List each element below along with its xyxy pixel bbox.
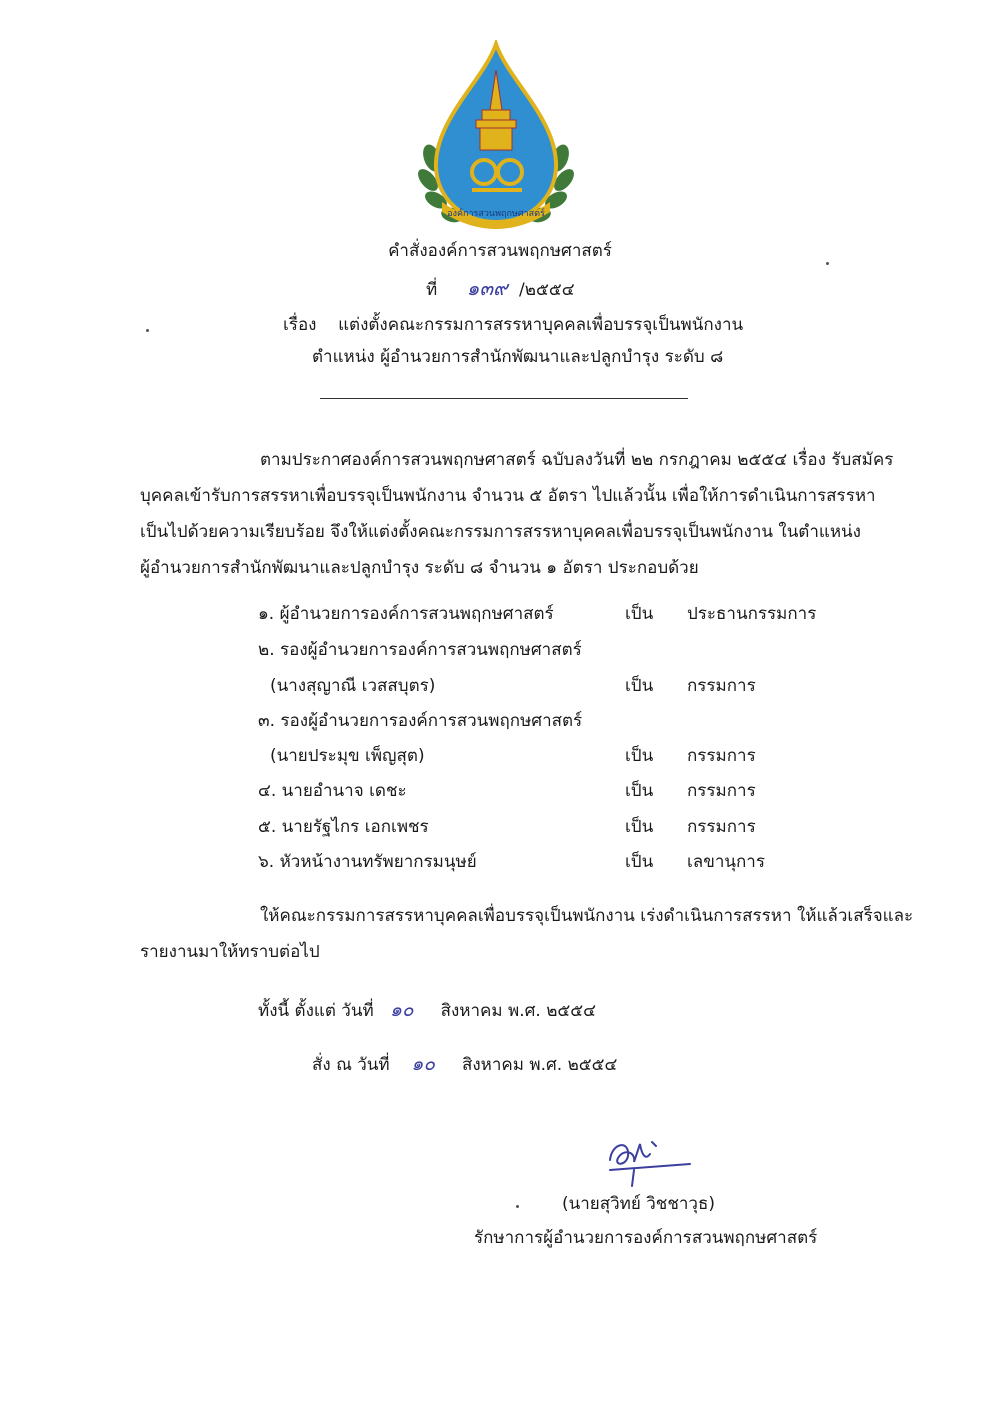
member-role: กรรมการ [687, 746, 756, 766]
subject-line-1 [283, 311, 743, 338]
ordered-prefix: สั่ง ณ วันที่ [312, 1055, 390, 1075]
member-role: กรรมการ [687, 817, 756, 837]
subject-label: เรื่อง [283, 315, 317, 335]
order-number-prefix: ที่ [426, 280, 438, 300]
effective-day-handwritten: ๑๐ [389, 999, 414, 1021]
intro-line: บุคคลเข้ารับการสรรหาเพื่อบรรจุเป็นพนักงาน จำนวน ๕ อัตรา ไปแล้วนั้น เพื่อให้การดำเนินการสรรหา [140, 486, 876, 506]
ordered-suffix: สิงหาคม พ.ศ. ๒๕๕๔ [461, 1055, 618, 1075]
member-role: กรรมการ [687, 676, 756, 696]
stray-mark [146, 329, 149, 332]
member-name: ๓. รองผู้อำนวยการองค์การสวนพฤกษศาสตร์ [258, 711, 583, 731]
order-number-handwritten: ๑๓๙ [466, 276, 508, 300]
member-as: เป็น [625, 781, 654, 801]
intro-line: เป็นไปด้วยความเรียบร้อย จึงให้แต่งตั้งคณะกรรมการสรรหาบุคคลเพื่อบรรจุเป็นพนักงาน ในตำแหน่ง [140, 522, 861, 542]
member-name: ๑. ผู้อำนวยการองค์การสวนพฤกษศาสตร์ [258, 604, 554, 624]
member-as: เป็น [625, 852, 654, 872]
header-divider [320, 398, 688, 399]
subject-line-2: ตำแหน่ง ผู้อำนวยการสำนักพัฒนาและปลูกบำรุง ระดับ ๘ [312, 347, 724, 367]
effective-date-line [258, 995, 596, 1025]
effective-prefix: ทั้งนี้ ตั้งแต่ วันที่ [258, 1001, 374, 1021]
order-number-suffix: /๒๕๕๔ [519, 280, 575, 300]
handwritten-signature [590, 1130, 700, 1190]
emblem-ribbon-text: องค์การสวนพฤกษศาสตร์ [447, 209, 545, 219]
intro-line: ผู้อำนวยการสำนักพัฒนาและปลูกบำรุง ระดับ ๘ จำนวน ๑ อัตรา ประกอบด้วย [140, 558, 699, 578]
order-number-row [426, 272, 575, 304]
member-role: เลขานุการ [687, 852, 765, 872]
closing-line: ให้คณะกรรมการสรรหาบุคคลเพื่อบรรจุเป็นพนักงาน เร่งดำเนินการสรรหา ให้แล้วเสร็จและ [260, 906, 914, 926]
member-name: ๖. หัวหน้างานทรัพยากรมนุษย์ [258, 852, 477, 872]
member-name: (นางสุญาณี เวสสบุตร) [270, 676, 436, 696]
closing-paragraph [140, 898, 914, 970]
subject-text-1: แต่งตั้งคณะกรรมการสรรหาบุคคลเพื่อบรรจุเป็นพนักงาน [338, 315, 744, 335]
signatory-title: รักษาการผู้อำนวยการองค์การสวนพฤกษศาสตร์ [474, 1228, 818, 1248]
signatory-name: (นายสุวิทย์ วิชชาวุธ) [562, 1194, 715, 1214]
intro-paragraph [140, 442, 900, 586]
stray-mark [516, 1205, 519, 1208]
member-as: เป็น [625, 746, 654, 766]
member-name: (นายประมุข เพ็ญสุต) [270, 746, 425, 766]
member-name: ๒. รองผู้อำนวยการองค์การสวนพฤกษศาสตร์ [258, 640, 582, 660]
member-name: ๕. นายรัฐไกร เอกเพชร [258, 817, 429, 837]
member-role: กรรมการ [687, 781, 756, 801]
member-as: เป็น [625, 817, 654, 837]
organization-emblem [418, 40, 574, 236]
stray-mark [826, 262, 829, 265]
ordered-date-line [312, 1049, 617, 1079]
member-role: ประธานกรรมการ [687, 604, 817, 624]
closing-line: รายงานมาให้ทราบต่อไป [140, 942, 320, 962]
member-name: ๔. นายอำนาจ เดชะ [258, 781, 407, 801]
ordered-day-handwritten: ๑๐ [411, 1053, 435, 1075]
member-as: เป็น [625, 676, 654, 696]
effective-suffix: สิงหาคม พ.ศ. ๒๕๕๔ [440, 1001, 597, 1021]
intro-line: ตามประกาศองค์การสวนพฤกษศาสตร์ ฉบับลงวันที่ ๒๒ กรกฎาคม ๒๕๕๔ เรื่อง รับสมัคร [260, 450, 894, 470]
member-as: เป็น [625, 604, 654, 624]
order-title: คำสั่งองค์การสวนพฤกษศาสตร์ [388, 241, 612, 261]
